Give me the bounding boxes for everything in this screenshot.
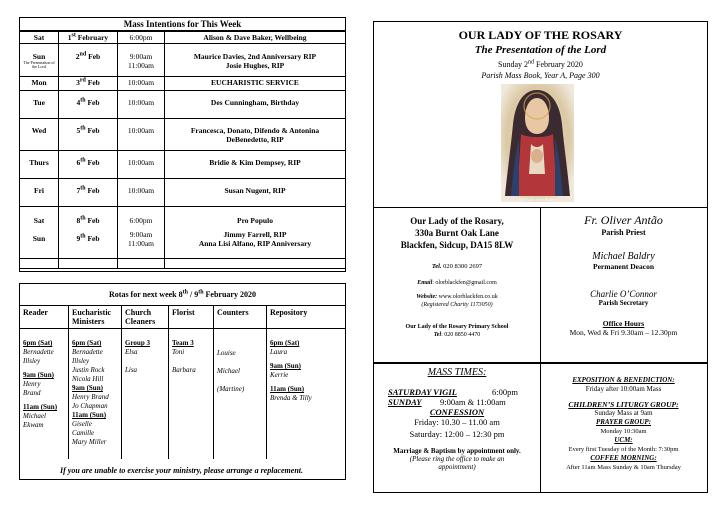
office-hours: Mon, Wed & Fri 9.30am – 12.30pm bbox=[569, 328, 678, 337]
day-cell: Sat Sun bbox=[20, 207, 59, 259]
mass-times-title: MASS TIMES: bbox=[427, 367, 487, 378]
intention-cell: Bridie & Kim Dempsey, RIP bbox=[165, 151, 346, 179]
mass-intentions-panel bbox=[19, 17, 346, 272]
day-cell: Thurs bbox=[20, 151, 59, 179]
florist-cell: Team 3 Toni Barbara bbox=[169, 329, 214, 459]
date-cell: 5th Feb bbox=[59, 119, 118, 151]
time-cell: 6:00pm bbox=[118, 32, 165, 44]
parish-panel bbox=[373, 21, 708, 363]
rotas-note: If you are unable to exercise your ministry, please arrange a replacement. bbox=[59, 466, 304, 475]
table-row bbox=[20, 151, 345, 179]
priest-role: Parish Priest bbox=[601, 228, 646, 237]
date-cell: 2nd Feb bbox=[59, 44, 118, 77]
parish-address: Our Lady of the Rosary, 330a Burnt Oak Lane Blackfen, Sidcup, DA15 8LW Tel. 020 8300 2697 Email: olorblackfen@gmail.com Website: www.olorblackfen.co.uk (Registered Charity 1173050) Our Lady of the Rosary Primary School Tel: 020 8850 4470 bbox=[400, 216, 514, 338]
day-cell: Fri bbox=[20, 179, 59, 207]
deacon-role: Permanent Deacon bbox=[592, 262, 655, 271]
day-cell: Sat bbox=[20, 32, 59, 44]
date-cell: 1st February bbox=[59, 32, 118, 44]
deacon-name: Michael Baldry bbox=[592, 251, 655, 262]
table-row bbox=[20, 32, 345, 44]
image-caption: Our Lady of the Rosary bbox=[518, 197, 557, 202]
time-cell: 10:00am bbox=[118, 119, 165, 151]
date-cell: 4th Feb bbox=[59, 91, 118, 119]
date-cell: 6th Feb bbox=[59, 151, 118, 179]
rotas-panel bbox=[19, 283, 346, 480]
clergy-list bbox=[540, 213, 707, 337]
time-cell: 9:00am 11:00am bbox=[118, 44, 165, 77]
mass-intentions-title: Mass Intentions for This Week bbox=[20, 18, 345, 31]
intention-cell: EUCHARISTIC SERVICE bbox=[165, 77, 346, 91]
table-row bbox=[20, 91, 345, 119]
table-row bbox=[20, 207, 345, 259]
mass-intentions-table bbox=[20, 31, 345, 269]
date-cell: 7th Feb bbox=[59, 179, 118, 207]
time-cell: 6:00pm 9:00am 11:00am bbox=[118, 207, 165, 259]
day-cell: Mon bbox=[20, 77, 59, 91]
rotas-title: Rotas for next week 8th / 9th February 2020 bbox=[20, 284, 345, 306]
time-cell: 10:00am bbox=[118, 151, 165, 179]
parish-name: OUR LADY OF THE ROSARY bbox=[458, 28, 623, 42]
secretary-role: Parish Secretary bbox=[598, 299, 649, 307]
day-cell: Wed bbox=[20, 119, 59, 151]
church-cleaners-cell: Group 3 Elsa Lisa bbox=[122, 329, 169, 459]
parish-activities: EXPOSITION & BENEDICTION: Friday after 10:00am Mass CHILDREN’S LITURGY GROUP: Sunday Mass at 9am PRAYER GROUP: Monday 10:30am UCM: Every first Tuesday of the Month: 7:30pm COFFEE MORNING: After 11am Mass Sunday & 10am Thursday bbox=[566, 376, 681, 471]
eucharistic-ministers-cell: 6pm (Sat) Bernadette Illsley Justin Rock Nicola Hill 9am (Sun) Henry Brand Jo Chapman 11am (Sun) Giselle Camille Mary Miller bbox=[69, 329, 122, 459]
time-cell: 10:00am bbox=[118, 91, 165, 119]
table-header-row bbox=[20, 306, 345, 329]
counters-cell: Louise Michael (Martine) bbox=[214, 329, 267, 459]
intention-cell: Pro Populo Jimmy Farrell, RIP Anna Lisi Alfano, RIP Anniversary bbox=[165, 207, 346, 259]
reader-cell: 6pm (Sat) Bernadette Illsley 9am (Sun) Henry Brand 11am (Sun) Michael Ekwam bbox=[20, 329, 69, 459]
rotas-table bbox=[20, 306, 345, 459]
date-cell: 3rd Feb bbox=[59, 77, 118, 91]
day-cell: Sun The Presentation of the Lord bbox=[20, 44, 59, 77]
column-header: Reader bbox=[20, 306, 69, 329]
feast-date: Sunday 2nd February 2020 bbox=[498, 59, 583, 69]
mass-book-ref: Parish Mass Book, Year A, Page 300 bbox=[481, 71, 600, 80]
mass-times-panel bbox=[373, 363, 708, 493]
table-row bbox=[20, 179, 345, 207]
intention-cell: Susan Nugent, RIP bbox=[165, 179, 346, 207]
day-cell: Tue bbox=[20, 91, 59, 119]
column-header: Repository bbox=[267, 306, 346, 329]
office-hours-title: Office Hours bbox=[602, 319, 645, 328]
column-header: Florist bbox=[169, 306, 214, 329]
repository-cell: 6pm (Sat) Laura 9am (Sun) Kerrie 11am (Sun) Brenda & Tilly bbox=[270, 339, 312, 402]
intention-cell: Des Cunningham, Birthday bbox=[165, 91, 346, 119]
column-header: Church Cleaners bbox=[122, 306, 169, 329]
time-cell: 10:00am bbox=[118, 179, 165, 207]
madonna-image bbox=[501, 84, 574, 202]
table-row bbox=[20, 77, 345, 91]
time-cell: 10:00am bbox=[118, 77, 165, 91]
intention-cell: Francesca, Donato, Difendo & Antonina DeBenedetto, RIP bbox=[165, 119, 346, 151]
table-row bbox=[20, 119, 345, 151]
date-cell: 8th Feb 9th Feb bbox=[59, 207, 118, 259]
intention-cell: Alison & Dave Baker, Wellbeing bbox=[165, 32, 346, 44]
table-row bbox=[20, 259, 345, 269]
secretary-name: Charlie O’Connor bbox=[590, 289, 657, 299]
table-row bbox=[20, 44, 345, 77]
priest-name: Fr. Oliver Antão bbox=[584, 213, 663, 227]
intention-cell: Maurice Davies, 2nd Anniversary RIP Josie Hughes, RIP bbox=[165, 44, 346, 77]
column-header: Eucharistic Ministers bbox=[69, 306, 122, 329]
feast-title: The Presentation of the Lord bbox=[474, 44, 607, 56]
column-header: Counters bbox=[214, 306, 267, 329]
mass-times-section: MASS TIMES: SATURDAY VIGIL 6:00pm SUNDAY 9:00am & 11:00am CONFESSION Friday: 10.30 – 11.00 am Saturday: 12:00 – 12:30 pm Marriage & Baptism by appointment only. (Please ring the office to make an appointment) bbox=[374, 364, 541, 492]
table-row bbox=[20, 329, 345, 459]
